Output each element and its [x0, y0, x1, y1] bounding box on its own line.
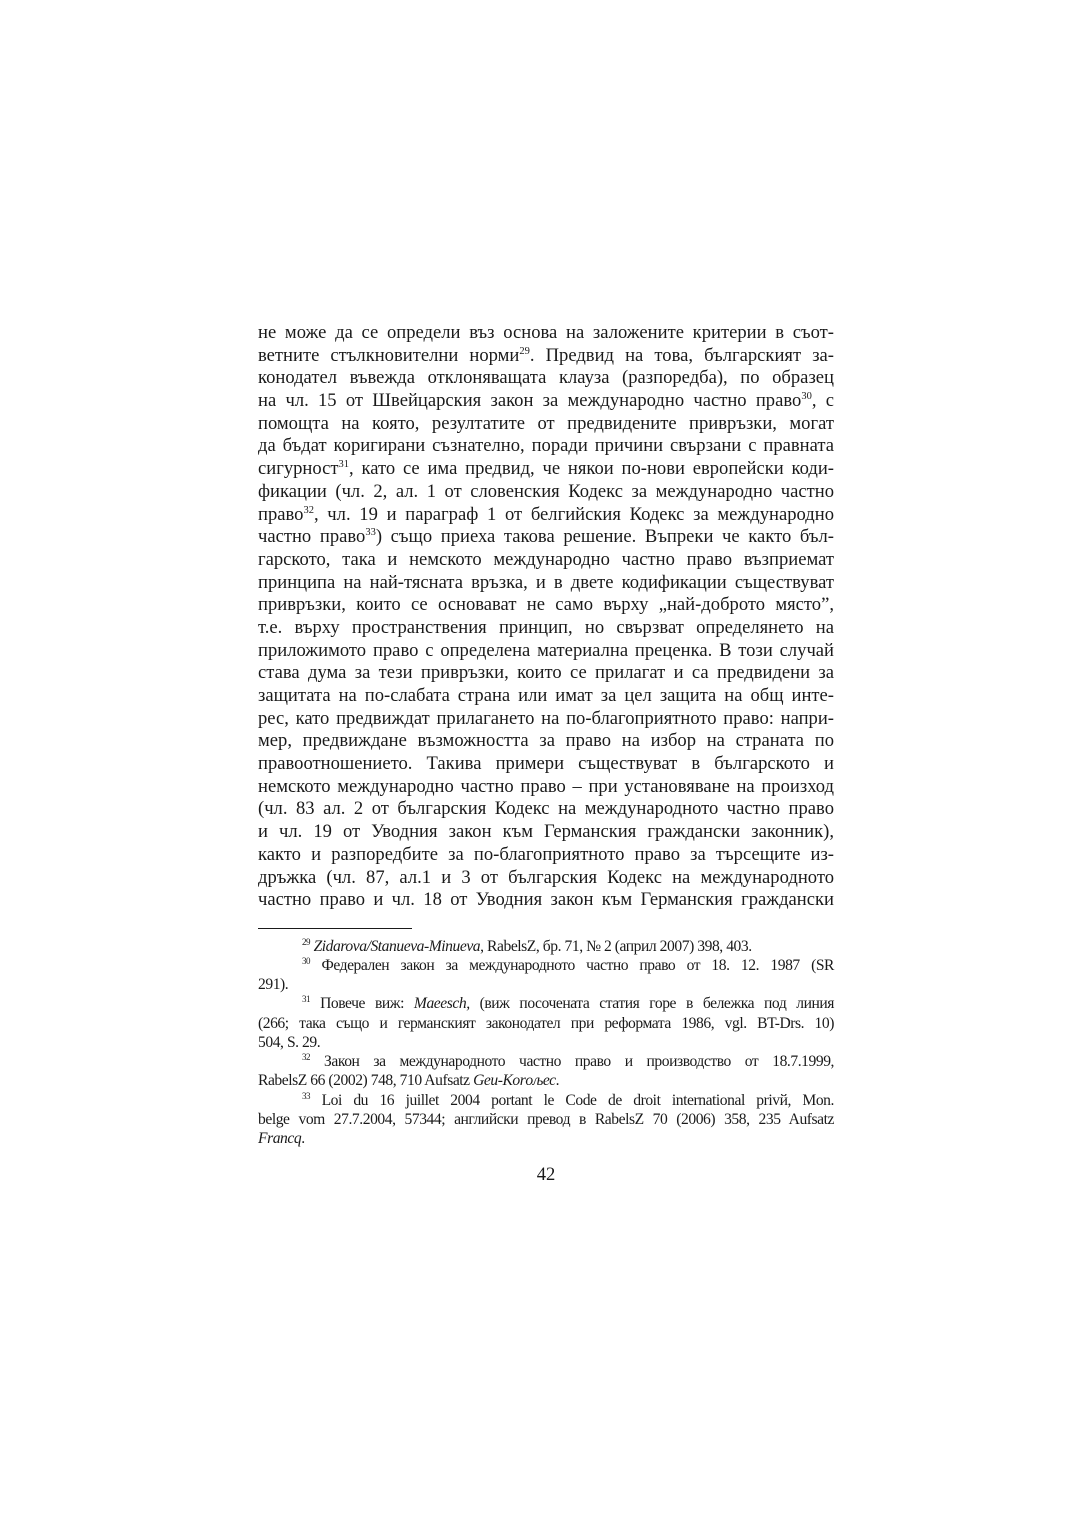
- body-line: [258, 753, 834, 776]
- text-run: както и разпоредбите за по-благоприятното право за търсещите из-: [258, 843, 834, 865]
- body-line: [258, 844, 834, 867]
- footnote-number: 32: [302, 1052, 311, 1063]
- body-line: [258, 458, 834, 481]
- text-run: конодател въвежда отклоняващата клауза (разпоредба), по образец: [258, 367, 834, 389]
- footnote-first-line: [258, 994, 834, 1013]
- page-number: 42: [536, 1164, 556, 1186]
- text-run: приложимото право с определена материална преценка. В този случай: [258, 639, 834, 661]
- text-run: немското международно частно право – при установяване на произход: [258, 775, 834, 797]
- text-run: .: [555, 1072, 560, 1090]
- text-run: рес, като предвиждат прилагането на по-благоприятното право: напри-: [258, 707, 834, 729]
- body-line: [258, 572, 834, 595]
- italic-run: Maeesch,: [413, 995, 470, 1013]
- footnote-line: [258, 1014, 834, 1033]
- footnote-number: 31: [302, 994, 311, 1005]
- footnote-line: [258, 1033, 834, 1052]
- footnote-first-line: [258, 1052, 834, 1071]
- body-line: [258, 708, 834, 731]
- text-run: мер, предвиждане възможността за право на избор на страната по: [258, 730, 834, 752]
- text-run: , с: [811, 390, 834, 412]
- footnote-line: [258, 1129, 834, 1148]
- text-run: . Предвид на това, българският за-: [529, 344, 834, 366]
- body-line: [258, 662, 834, 685]
- body-line: [258, 867, 834, 890]
- footnote-number: 29: [302, 936, 311, 947]
- text-run: (266; така също и германският законодател при реформата 1986, vgl. BT-Drs. 10): [258, 1014, 834, 1032]
- footnote-first-line: [258, 937, 834, 956]
- page: [258, 322, 834, 1186]
- body-line: [258, 322, 834, 345]
- text-run: 291).: [258, 976, 289, 994]
- body-line: [258, 889, 834, 912]
- body-line: [258, 640, 834, 663]
- footnote-ref: 33: [365, 527, 376, 539]
- text-run: дръжка (чл. 87, ал.1 и 3 от българския Кодекс на международното: [258, 866, 834, 888]
- body-line: [258, 821, 834, 844]
- body-line: [258, 730, 834, 753]
- body-line: [258, 367, 834, 390]
- text-run: сигурност: [258, 458, 339, 480]
- footnote-ref: 30: [801, 391, 812, 403]
- body-line: [258, 481, 834, 504]
- text-run: т.е. върху пространствения принцип, но свързват определянето на: [258, 616, 834, 638]
- footnote-line: [258, 1110, 834, 1129]
- text-run: (виж посочената статия горе в бележка под линия: [469, 995, 834, 1013]
- body-line: [258, 345, 834, 368]
- text-run: , RabelsZ, бр. 71, № 2 (април 2007) 398, 403.: [480, 937, 752, 955]
- text-run: привръзки, които се основават не само върху „най-доброто място”,: [258, 594, 834, 616]
- text-run: частно право: [258, 526, 366, 548]
- footnote-line: [258, 975, 834, 994]
- text-run: и чл. 19 от Уводния закон към Германския граждански законник),: [258, 821, 834, 843]
- footnote-number: 33: [302, 1090, 311, 1101]
- text-run: , като се има предвид, че някои по-нови европейски коди-: [349, 458, 834, 480]
- footnote-number: 30: [302, 956, 311, 967]
- text-run: (чл. 83 ал. 2 от българския Кодекс на международното частно право: [258, 798, 834, 820]
- body-line: [258, 435, 834, 458]
- text-run: фикации (чл. 2, ал. 1 от словенския Кодекс за международно частно: [258, 480, 834, 502]
- text-run: частно право и чл. 18 от Уводния закон към Германския граждански: [258, 889, 834, 911]
- text-run: ) също приеха такова решение. Въпреки че както бъл-: [375, 526, 835, 548]
- text-run: да бъдат коригирани съзнателно, поради причини свързани с правната: [258, 435, 834, 457]
- footnote-ref: 32: [303, 504, 314, 516]
- footnote: [258, 1052, 834, 1090]
- italic-run: Geu-Korољес: [473, 1072, 556, 1090]
- text-run: защитата на по-слабата страна или имат за цел защита на общ инте-: [258, 685, 834, 706]
- footnote: [258, 956, 834, 994]
- body-line: [258, 685, 834, 708]
- text-run: 504, S. 29.: [258, 1033, 321, 1051]
- text-run: belge vom 27.7.2004, 57344; английски превод в RabelsZ 70 (2006) 358, 235 Aufsatz: [258, 1110, 834, 1128]
- text-run: правоотношението. Такива примери съществуват в българското и: [258, 753, 834, 775]
- text-run: помощта на която, резултатите от предвидените привръзки, могат: [258, 412, 834, 434]
- text-run: Loi du 16 juillet 2004 portant le Code de droit international privй, Mon.: [321, 1091, 834, 1109]
- text-run: ветните стълкновителни норми: [258, 344, 520, 366]
- text-run: Федерален закон за международното частно право от 18. 12. 1987 (SR: [321, 957, 835, 975]
- footnote-ref: 29: [519, 345, 530, 357]
- italic-run: Zidarova/Stanueva-Minueva: [313, 937, 481, 955]
- footnote-ref: 31: [338, 459, 350, 471]
- body-line: [258, 549, 834, 572]
- body-line: [258, 526, 834, 549]
- body-line: [258, 798, 834, 821]
- body-line: [258, 504, 834, 527]
- italic-run: Francq: [258, 1129, 302, 1147]
- text-run: .: [301, 1129, 305, 1147]
- footnote: [258, 994, 834, 1052]
- text-run: , чл. 19 и параграф 1 от белгийския Кодекс за международно: [313, 503, 834, 525]
- footnote: [258, 937, 834, 956]
- footnote-first-line: [258, 1091, 834, 1110]
- body-line: [258, 776, 834, 799]
- footnote: [258, 1091, 834, 1149]
- footnote-first-line: [258, 956, 834, 975]
- footnotes: [258, 937, 834, 1148]
- text-run: RabelsZ 66 (2002) 748, 710 Aufsatz: [258, 1072, 474, 1090]
- text-run: става дума за тези привръзки, които се прилагат и са предвидени за: [258, 662, 834, 684]
- text-run: на чл. 15 от Швейцарския закон за международно частно право: [258, 390, 802, 412]
- body-line: [258, 594, 834, 617]
- body-line: [258, 390, 834, 413]
- text-run: Закон за международното частно право и производство от 18.7.1999,: [324, 1053, 834, 1071]
- text-run: не може да се определи въз основа на заложените критерии в съот-: [258, 322, 834, 343]
- text-run: Повече виж:: [320, 995, 414, 1013]
- text-run: принципа на най-тясната връзка, и в двете кодификации съществуват: [258, 571, 834, 593]
- footnote-line: [258, 1071, 834, 1090]
- footnote-separator: [258, 928, 412, 929]
- text-run: гарското, така и немското международно частно право възприемат: [258, 548, 834, 570]
- body-line: [258, 617, 834, 640]
- body-line: [258, 413, 834, 436]
- body-text: [258, 322, 834, 912]
- text-run: право: [258, 503, 304, 525]
